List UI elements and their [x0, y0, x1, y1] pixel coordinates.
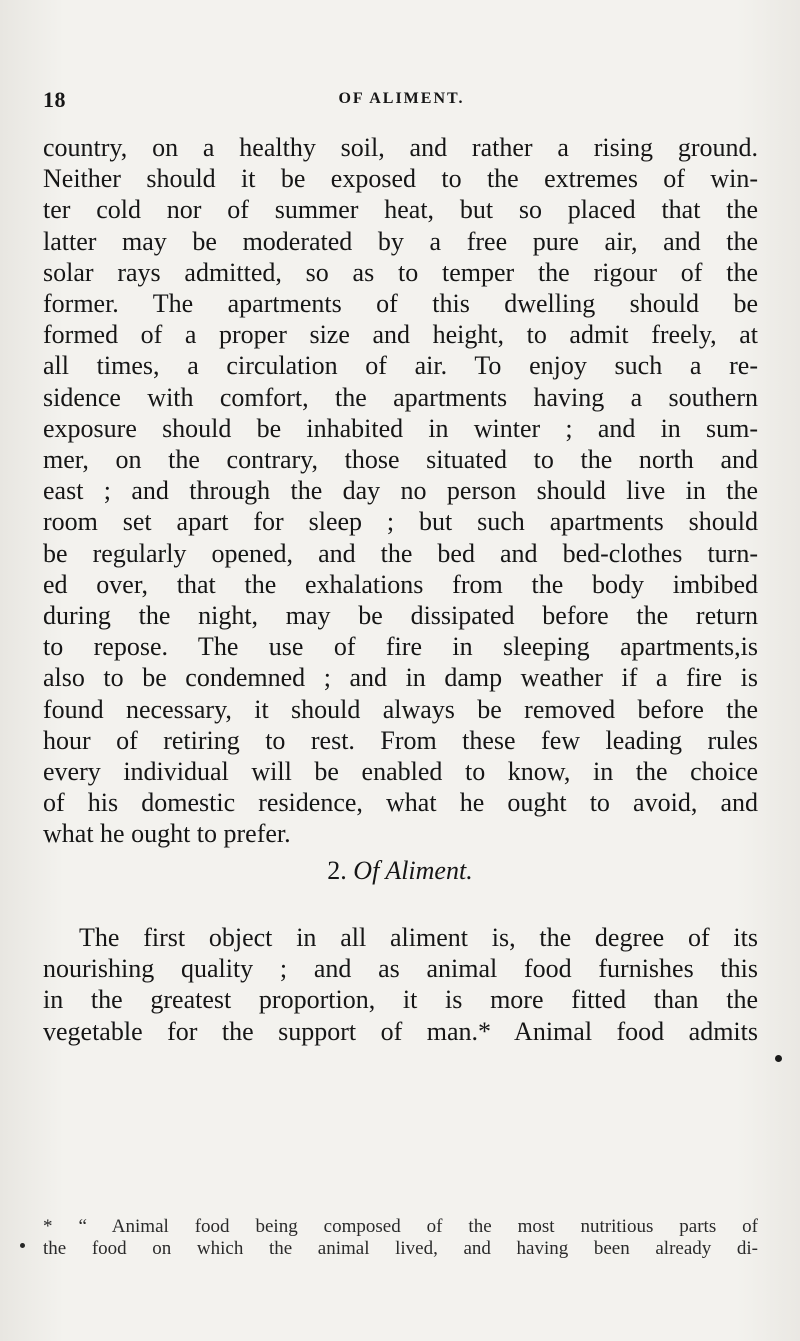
page-header — [43, 87, 760, 117]
section-heading — [0, 856, 800, 886]
text-line: ter cold nor of summer heat, but so placed that the — [43, 195, 758, 225]
paragraph-residence — [43, 132, 758, 850]
text-line: to repose. The use of fire in sleeping apartments,is — [43, 632, 758, 662]
footnote-line: * “ Animal food being composed of the most nutritious parts of — [43, 1216, 758, 1237]
text-line: country, on a healthy soil, and rather a rising ground. — [43, 133, 758, 162]
text-line: all times, a circulation of air. To enjoy such a re- — [43, 351, 758, 381]
text-line: found necessary, it should always be removed before the — [43, 694, 758, 724]
section-title: Of Aliment. — [353, 856, 473, 885]
text-line: during the night, may be dissipated before the return — [43, 601, 758, 631]
footnote — [43, 1216, 758, 1260]
text-line: sidence with comfort, the apartments having a southern — [43, 382, 758, 412]
footnote-line: the food on which the animal lived, and having been already di- — [43, 1238, 758, 1259]
text-line: be regularly opened, and the bed and bed-clothes turn- — [43, 538, 758, 568]
text-line: formed of a proper size and height, to admit freely, at — [43, 320, 758, 350]
text-line: former. The apartments of this dwelling should be — [43, 289, 758, 319]
text-line: every individual will be enabled to know, in the choice — [43, 757, 758, 787]
page-number: 18 — [43, 87, 66, 112]
running-head: OF ALIMENT. — [338, 90, 465, 107]
section-number: 2. — [327, 856, 347, 885]
text-line: hour of retiring to rest. From these few leading rules — [43, 725, 758, 755]
text-line: nourishing quality ; and as animal food furnishes this — [43, 954, 758, 984]
paragraph-aliment — [43, 922, 758, 1047]
text-line: of his domestic residence, what he ought to avoid, and — [43, 788, 758, 818]
text-line: Neither should it be exposed to the extremes of win- — [43, 164, 758, 194]
text-line: east ; and through the day no person should live in the — [43, 476, 758, 506]
text-line: mer, on the contrary, those situated to the north and — [43, 445, 758, 475]
text-line: vegetable for the support of man.* Animal food admits — [43, 1016, 758, 1046]
ink-spot-decoration — [20, 1243, 25, 1248]
text-line: in the greatest proportion, it is more fitted than the — [43, 985, 758, 1015]
text-line: exposure should be inhabited in winter ; and in sum- — [43, 413, 758, 443]
text-line: solar rays admitted, so as to temper the rigour of the — [43, 257, 758, 287]
text-line: room set apart for sleep ; but such apartments should — [43, 507, 758, 537]
ink-spot-decoration — [775, 1055, 782, 1062]
text-line: also to be condemned ; and in damp weather if a fire is — [43, 663, 758, 693]
text-line: what he ought to prefer. — [43, 819, 291, 849]
text-line: ed over, that the exhalations from the body imbibed — [43, 569, 758, 599]
text-line: The first object in all aliment is, the degree of its — [79, 923, 758, 952]
text-line: latter may be moderated by a free pure air, and the — [43, 226, 758, 256]
